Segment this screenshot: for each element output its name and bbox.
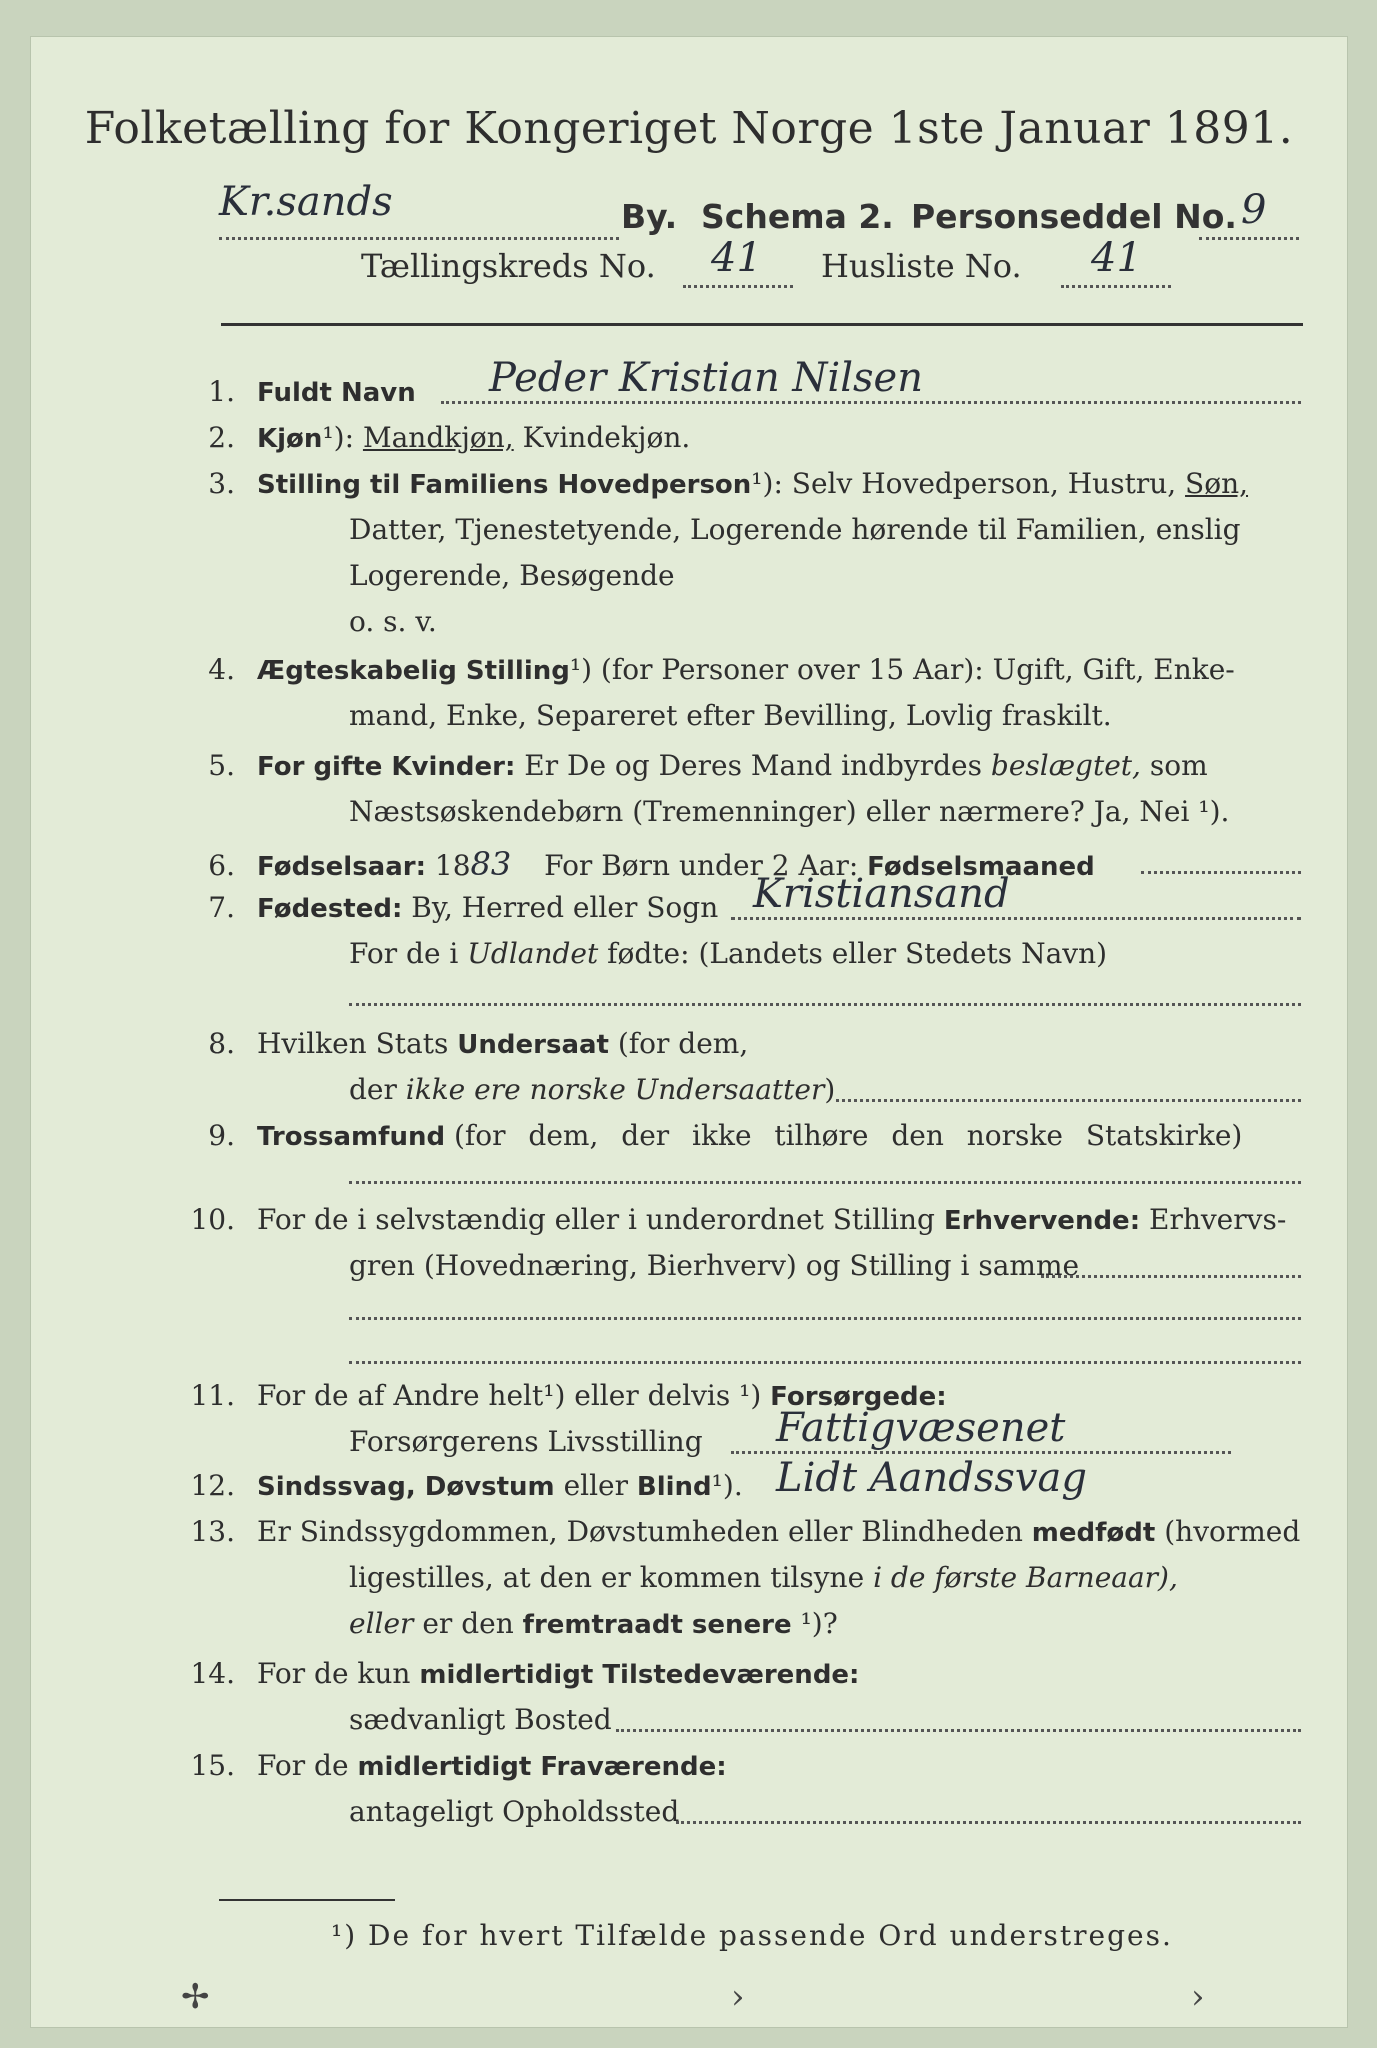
birthplace-value: Kristiansand: [753, 871, 1010, 917]
field-10-line2: gren (Hovednæring, Bierhverv) og Stilling i samme: [349, 1249, 1080, 1282]
husliste-no: 41: [1091, 235, 1142, 281]
field-8-line2: der ikke ere norske Undersaatter): [349, 1073, 836, 1106]
full-name-value: Peder Kristian Nilsen: [489, 355, 923, 401]
role-son: Søn,: [1185, 467, 1249, 500]
personseddel-no: 9: [1241, 187, 1267, 233]
binding-mark-left: ✢: [181, 1977, 210, 2017]
field-11-line2: Forsørgerens Livsstilling: [349, 1425, 703, 1458]
field-8-dots: [836, 1099, 1301, 1102]
provider-value: Fattigvæsenet: [776, 1405, 1066, 1451]
field-15-line2: antageligt Opholdssted: [349, 1795, 680, 1828]
field-10-dots3: [349, 1361, 1301, 1364]
field-6-dots: [1141, 871, 1301, 874]
field-13: 13. Er Sindssygdommen, Døvstumheden eller Blindheden medfødt (hvormed: [190, 1515, 1301, 1548]
field-9: 9. Trossamfund (for dem, der ikke tilhøre den norske Statskirke): [208, 1119, 1243, 1152]
krets-label: Tællingskreds No.: [361, 247, 656, 285]
gender-female: Kvindekjøn.: [522, 421, 691, 454]
krets-no: 41: [711, 235, 762, 281]
field-2: 2. Kjøn¹): Mandkjøn, Kvindekjøn.: [208, 421, 691, 454]
field-12: 12. Sindssvag, Døvstum eller Blind¹).: [190, 1469, 743, 1502]
footnote-rule: [219, 1899, 395, 1901]
field-11: 11. For de af Andre helt¹) eller delvis ¹) Forsørgede:: [190, 1379, 947, 1412]
personseddel-label: Personseddel No.: [911, 197, 1237, 236]
field-1: 1. Fuldt Navn: [208, 375, 416, 408]
form-title: Folketælling for Kongeriget Norge 1ste Januar 1891.: [84, 103, 1294, 154]
binding-mark-right: ›: [1191, 1977, 1205, 2017]
field-4-line2: mand, Enke, Separeret efter Bevilling, Lovlig fraskilt.: [349, 699, 1112, 732]
city-row: [219, 179, 393, 225]
field-1-label: Fuldt Navn: [257, 378, 416, 408]
krets-dots: [683, 285, 793, 288]
field-5: 5. For gifte Kvinder: Er De og Deres Mand indbyrdes beslægtet, som: [208, 749, 1208, 782]
field-15-dots: [676, 1821, 1301, 1824]
field-14-dots: [616, 1729, 1301, 1732]
field-14-line2: sædvanligt Bosted: [349, 1703, 612, 1736]
field-7-dots2: [349, 1003, 1301, 1006]
husliste-label: Husliste No.: [821, 247, 1022, 285]
field-10-dots: [1041, 1275, 1301, 1278]
field-5-line2: Næstsøskendebørn (Tremenninger) eller nærmere? Ja, Nei ¹).: [349, 795, 1230, 828]
personseddel-dots: [1199, 237, 1299, 240]
census-form: [30, 36, 1348, 2028]
binding-mark-center: ›: [731, 1977, 745, 2017]
city-handwritten: Kr.sands: [219, 179, 393, 225]
field-13-line3: eller er den fremtraadt senere ¹)?: [349, 1607, 838, 1640]
footnote: ¹) De for hvert Tilfælde passende Ord understreges.: [331, 1919, 1173, 1952]
field-13-line2: ligestilles, at den er kommen tilsyne i de første Barneaar),: [349, 1561, 1178, 1594]
field-8: 8. Hvilken Stats Undersaat (for dem,: [208, 1027, 749, 1060]
field-10: 10. For de i selvstændig eller i underordnet Stilling Erhvervende: Erhvervs-: [190, 1203, 1287, 1236]
birth-year-value: 83: [470, 845, 512, 883]
field-3: 3. Stilling til Familiens Hovedperson¹): Selv Hovedperson, Hustru, Søn,: [208, 467, 1249, 500]
field-7-line2: For de i Udlandet fødte: (Landets eller Stedets Navn): [349, 937, 1108, 970]
header-rule: [221, 323, 1303, 326]
gender-male: Mandkjøn,: [362, 421, 514, 454]
field-3-line2: Datter, Tjenestetyende, Logerende hørende til Familien, enslig: [349, 513, 1241, 546]
by-label: By.: [621, 197, 678, 236]
field-4: 4. Ægteskabelig Stilling¹) (for Personer over 15 Aar): Ugift, Gift, Enke-: [208, 653, 1235, 686]
husliste-dots: [1061, 285, 1171, 288]
field-7-dots: [731, 917, 1301, 920]
field-9-dots: [349, 1181, 1301, 1184]
field-1-dots: [441, 401, 1301, 404]
condition-value: Lidt Aandssvag: [776, 1455, 1087, 1501]
field-3-line3: Logerende, Besøgende: [349, 559, 675, 592]
field-7: 7. Fødested: By, Herred eller Sogn: [208, 891, 719, 924]
field-14: 14. For de kun midlertidigt Tilstedeværende:: [190, 1657, 860, 1690]
field-10-dots2: [349, 1317, 1301, 1320]
field-15: 15. For de midlertidigt Fraværende:: [190, 1749, 727, 1782]
field-11-dots: [731, 1451, 1231, 1454]
schema-label: Schema 2.: [701, 197, 894, 236]
field-3-line4: o. s. v.: [349, 605, 437, 638]
city-dots: [219, 237, 619, 240]
field-6: 6. Fødselsaar: 1883 For Børn under 2 Aar: Fødselsmaaned: [208, 845, 1095, 883]
